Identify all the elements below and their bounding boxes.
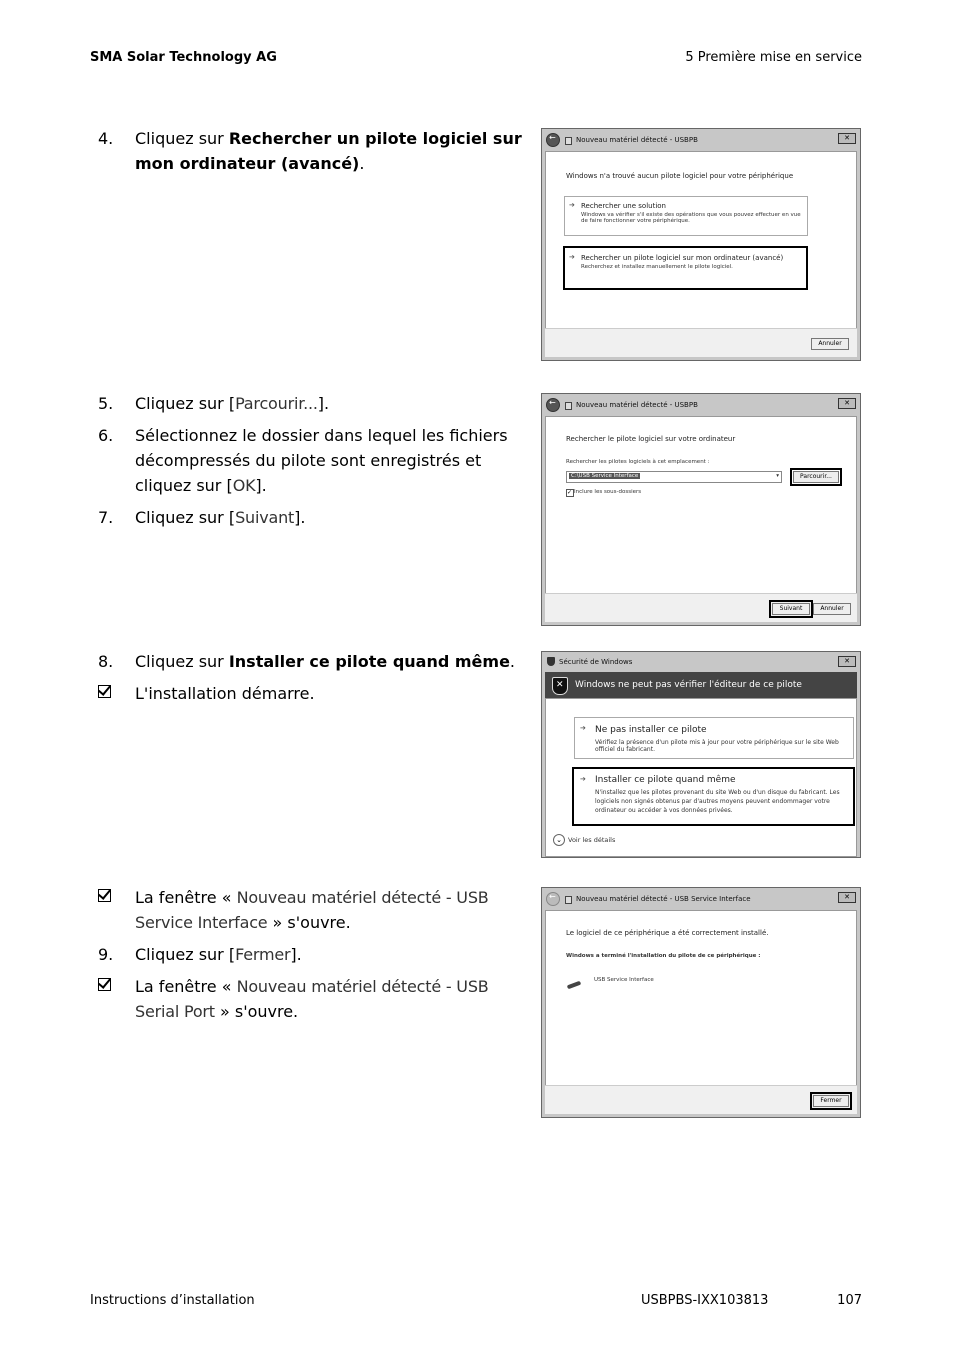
close-icon[interactable]: ✕ [838,133,856,144]
path-combobox[interactable]: C:\USB Service Interface ▾ [566,471,782,483]
next-button[interactable]: Suivant [772,603,810,615]
dialog-install-complete: ← Nouveau matériel détecté - USB Service Interface ✕ Le logiciel de ce périphérique a été correctement installé. Windows a terminé l'installation du pilote de ce périphérique : USB Service Interface Fermer [541,887,861,1118]
hardware-icon [565,896,572,904]
dropdown-arrow-icon[interactable]: ▾ [776,473,779,479]
checkmark-box-icon [98,978,111,991]
arrow-right-icon: ➔ [569,201,575,209]
result-8: L'installation démarre. [98,681,528,706]
result-9b: La fenêtre « Nouveau matériel détecté - USB Serial Port » s'ouvre. [98,974,528,1024]
dialog-title: Nouveau matériel détecté - USBPB [576,401,698,409]
step-8: 8. Cliquez sur Installer ce pilote quand même. [98,652,516,671]
close-icon[interactable]: ✕ [838,892,856,903]
footer-doc-code: USBPBS-IXX103813 [641,1293,769,1308]
header-chapter: 5 Première mise en service [685,50,862,65]
arrow-right-icon: ➔ [580,775,586,783]
shield-warning-icon [552,677,568,695]
chevron-down-icon[interactable]: ⌄ [553,834,565,846]
step-4: 4. Cliquez sur Rechercher un pilote logiciel sur mon ordinateur (avancé). [98,129,522,173]
cancel-button[interactable]: Annuler [813,603,851,615]
option-search-solution[interactable]: ➔ Rechercher une solution Windows va vérifier s'il existe des opérations que vous pouvez effectuer en vue de faire fonctionner votre périphérique. [564,196,808,236]
step-7: 7. Cliquez sur [Suivant]. [98,508,306,527]
dialog-title: Sécurité de Windows [559,658,633,666]
hardware-icon [565,137,572,145]
close-button[interactable]: Fermer [813,1095,849,1107]
dialog-browse-driver: ← Nouveau matériel détecté - USBPB ✕ Rechercher le pilote logiciel sur votre ordinateur Rechercher les pilotes logiciels à cet emplacement : C:\USB Service Interface ▾ Parcourir... ✓ Inclure les sous-dossiers Suivant Annuler [541,393,861,626]
include-subfolders-checkbox[interactable]: ✓ [567,489,573,496]
dialog-windows-security: Sécurité de Windows ✕ ✕ Windows ne peut pas vérifier l'éditeur de ce pilote ➔ Ne pas installer ce pilote Vérifiez la présence d'un pilote mis à jour pour votre périphérique sur le site Web officiel du fabricant. ➔ Installer ce pilote quand même N'installez que les pilotes provenant du site Web ou d'un disque du fabricant. Les logiciels non signés obtenus par d'autres moyens peuvent endommager votre ordinateur ou accéder à vos données privées. ⌄ Voir les détails [541,651,861,858]
back-arrow-icon[interactable] [546,133,560,147]
step-9: 9. Cliquez sur [Fermer]. [98,945,302,964]
option-browse-computer[interactable]: ➔ Rechercher un pilote logiciel sur mon ordinateur (avancé) Recherchez et installez manuellement le pilote logiciel. [563,246,808,290]
step-6: 6. Sélectionnez le dossier dans lequel les fichiers décompressés du pilote sont enregistrés et cliquez sur [OK]. [98,426,508,495]
arrow-right-icon: ➔ [569,253,575,261]
back-arrow-icon[interactable] [546,398,560,412]
shield-small-icon [547,657,555,666]
page-number: 107 [837,1293,862,1308]
usb-device-icon [567,981,582,990]
dialog-title: Nouveau matériel détecté - USBPB [576,136,698,144]
checkmark-box-icon [98,685,111,698]
back-arrow-icon [546,892,560,906]
browse-button[interactable]: Parcourir... [793,471,839,483]
close-icon[interactable]: ✕ [838,656,856,667]
dialog-no-driver-found: ← Nouveau matériel détecté - USBPB ✕ Windows n'a trouvé aucun pilote logiciel pour votre périphérique ➔ Rechercher une solution Windows va vérifier s'il existe des opérations que vous pouvez effectuer en vue de faire fonctionner votre périphérique. ➔ Rechercher un pilote logiciel sur mon ordinateur (avancé) Recherchez et installez manuellement le pilote logiciel. Annuler [541,128,861,361]
hardware-icon [565,402,572,410]
step-5: 5. Cliquez sur [Parcourir...]. [98,394,330,413]
footer-doc-title: Instructions d’installation [90,1293,255,1308]
dialog-title: Nouveau matériel détecté - USB Service Interface [576,895,751,903]
option-install-anyway[interactable]: ➔ Installer ce pilote quand même N'installez que les pilotes provenant du site Web ou d'un disque du fabricant. Les logiciels non signés obtenus par d'autres moyens peuvent endommager votre ordinateur ou accéder à vos données privées. [572,767,855,826]
show-details-link[interactable]: Voir les détails [568,836,616,844]
close-icon[interactable]: ✕ [838,398,856,409]
checkmark-box-icon [98,889,111,902]
option-do-not-install[interactable]: ➔ Ne pas installer ce pilote Vérifiez la présence d'un pilote mis à jour pour votre périphérique sur le site Web officiel du fabricant. [574,717,854,759]
result-9a: La fenêtre « Nouveau matériel détecté - USB Service Interface » s'ouvre. [98,885,528,935]
cancel-button[interactable]: Annuler [811,338,849,350]
arrow-right-icon: ➔ [580,724,586,732]
header-company: SMA Solar Technology AG [90,50,277,65]
